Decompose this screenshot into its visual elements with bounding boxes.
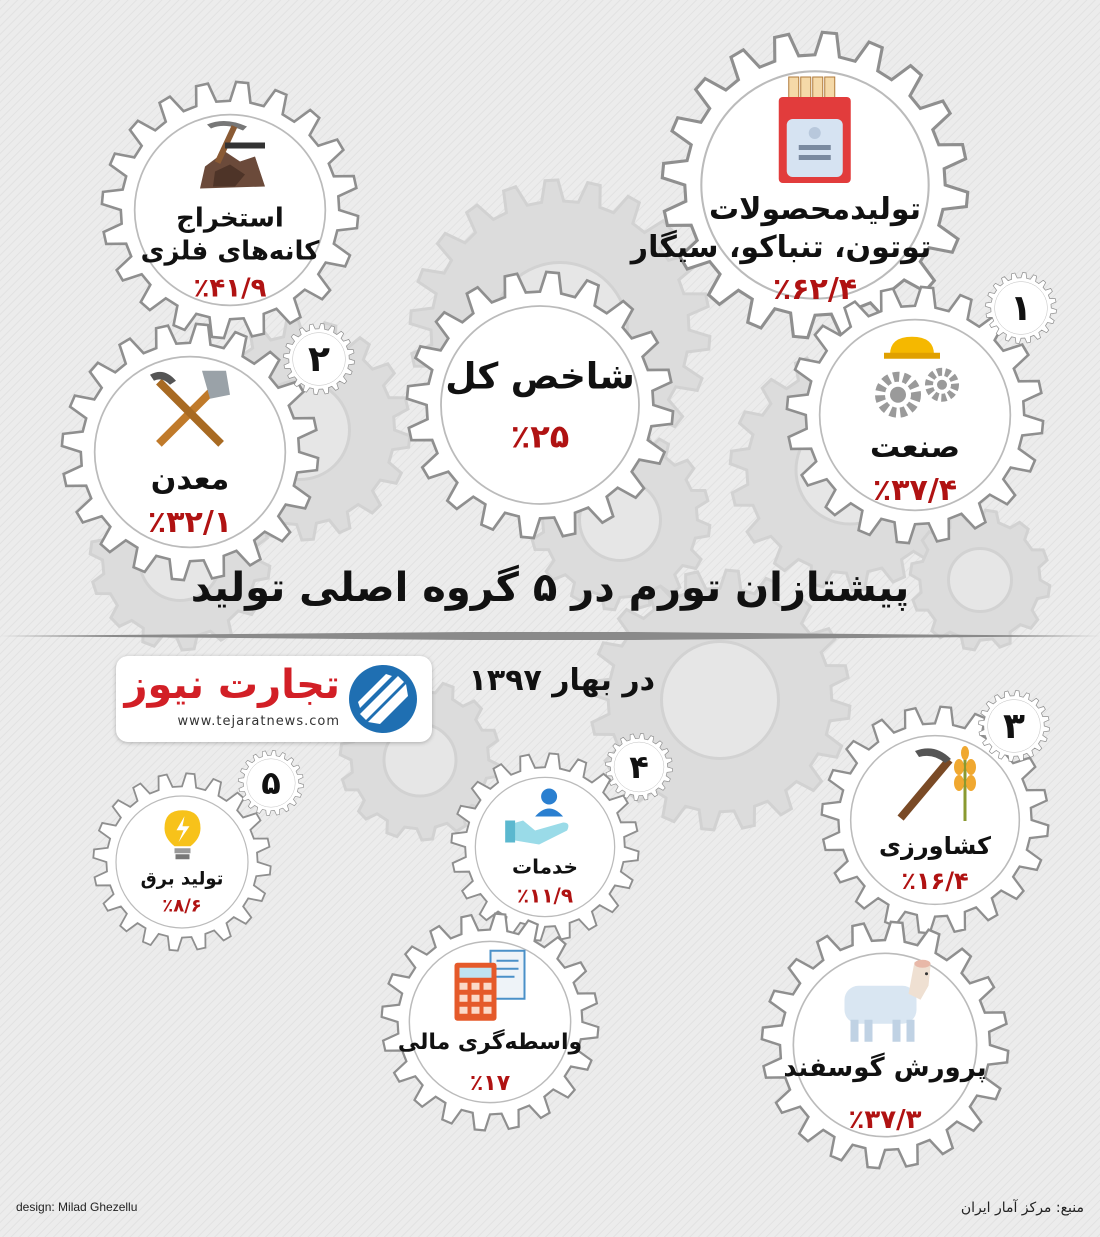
rank-badge-5 (238, 750, 304, 816)
mining-pickaxe-icon (185, 117, 275, 197)
logo-mark-icon (346, 662, 420, 736)
metal-ores-label-line2: کانه‌های فلزی (140, 236, 320, 266)
source-credit: منبع: مرکز آمار ایران (960, 1200, 1084, 1216)
hand-person-icon (505, 787, 585, 849)
logo-url: www.tejaratnews.com (177, 714, 340, 729)
gear-overall-index (405, 270, 675, 540)
cigarette-pack-icon (775, 75, 855, 185)
tobacco-label-line2: توتون، تنباکو، سیگار (630, 229, 932, 265)
rank-1-number: ۱ (1010, 287, 1032, 329)
sheep-icon (830, 956, 940, 1046)
tobacco-value: ٪۶۲/۴ (772, 272, 858, 308)
overall-value: ٪۲۵ (510, 417, 570, 456)
rank-badge-4 (605, 733, 673, 801)
sheep-label: پرورش گوسفند (783, 1052, 987, 1083)
overall-label: شاخص کل (445, 356, 635, 398)
page-title: پیشتازان تورم در ۵ گروه اصلی تولید (190, 565, 910, 611)
gears-hardhat-icon (860, 333, 970, 423)
gear-metal-ores (100, 80, 360, 340)
electricity-label: تولید برق (140, 868, 224, 890)
title-underline (0, 626, 1100, 650)
logo-text: تجارت نیوز (124, 662, 340, 708)
electricity-value: ٪۸/۶ (162, 894, 202, 916)
rank-badge-1 (985, 272, 1057, 344)
financial-value: ٪۱۷ (469, 1070, 511, 1096)
financial-label: واسطه‌گری مالی (397, 1029, 583, 1055)
metal-ores-label-line1: استخراج (176, 203, 284, 234)
page-subtitle: در بهار ۱۳۹۷ (468, 663, 655, 698)
designer-credit: design: Milad Ghezellu (16, 1200, 138, 1214)
services-label: خدمات (512, 854, 578, 879)
mining-value: ٪۳۲/۱ (147, 504, 233, 540)
gear-financial (380, 912, 600, 1132)
rank-3-number: ۳ (1003, 705, 1025, 747)
gear-mining (60, 322, 320, 582)
tobacco-label-line1: تولیدمحصولات (709, 192, 921, 228)
rank-2-number: ۲ (308, 338, 330, 380)
agriculture-value: ٪۱۶/۴ (901, 867, 969, 895)
mining-label: معدن (150, 461, 230, 497)
pickaxe-shovel-icon (140, 365, 240, 455)
tejaratnews-logo[interactable] (116, 656, 432, 742)
industry-label: صنعت (870, 429, 960, 465)
rank-badge-2 (283, 323, 355, 395)
rank-5-number: ۵ (261, 764, 281, 802)
background-gear-hole (662, 642, 779, 759)
gear-sheep (760, 920, 1010, 1170)
metal-ores-value: ٪۴۱/۹ (193, 273, 267, 304)
services-value: ٪۱۱/۹ (516, 883, 574, 908)
rank-4-number: ۴ (629, 748, 649, 786)
calculator-document-icon (448, 949, 532, 1023)
rank-badge-3 (978, 690, 1050, 762)
agriculture-label: کشاورزی (879, 832, 991, 860)
industry-value: ٪۳۷/۴ (872, 472, 958, 508)
sheep-value: ٪۳۷/۳ (848, 1104, 922, 1135)
sickle-wheat-icon (885, 745, 985, 825)
lightbulb-icon (162, 808, 202, 862)
